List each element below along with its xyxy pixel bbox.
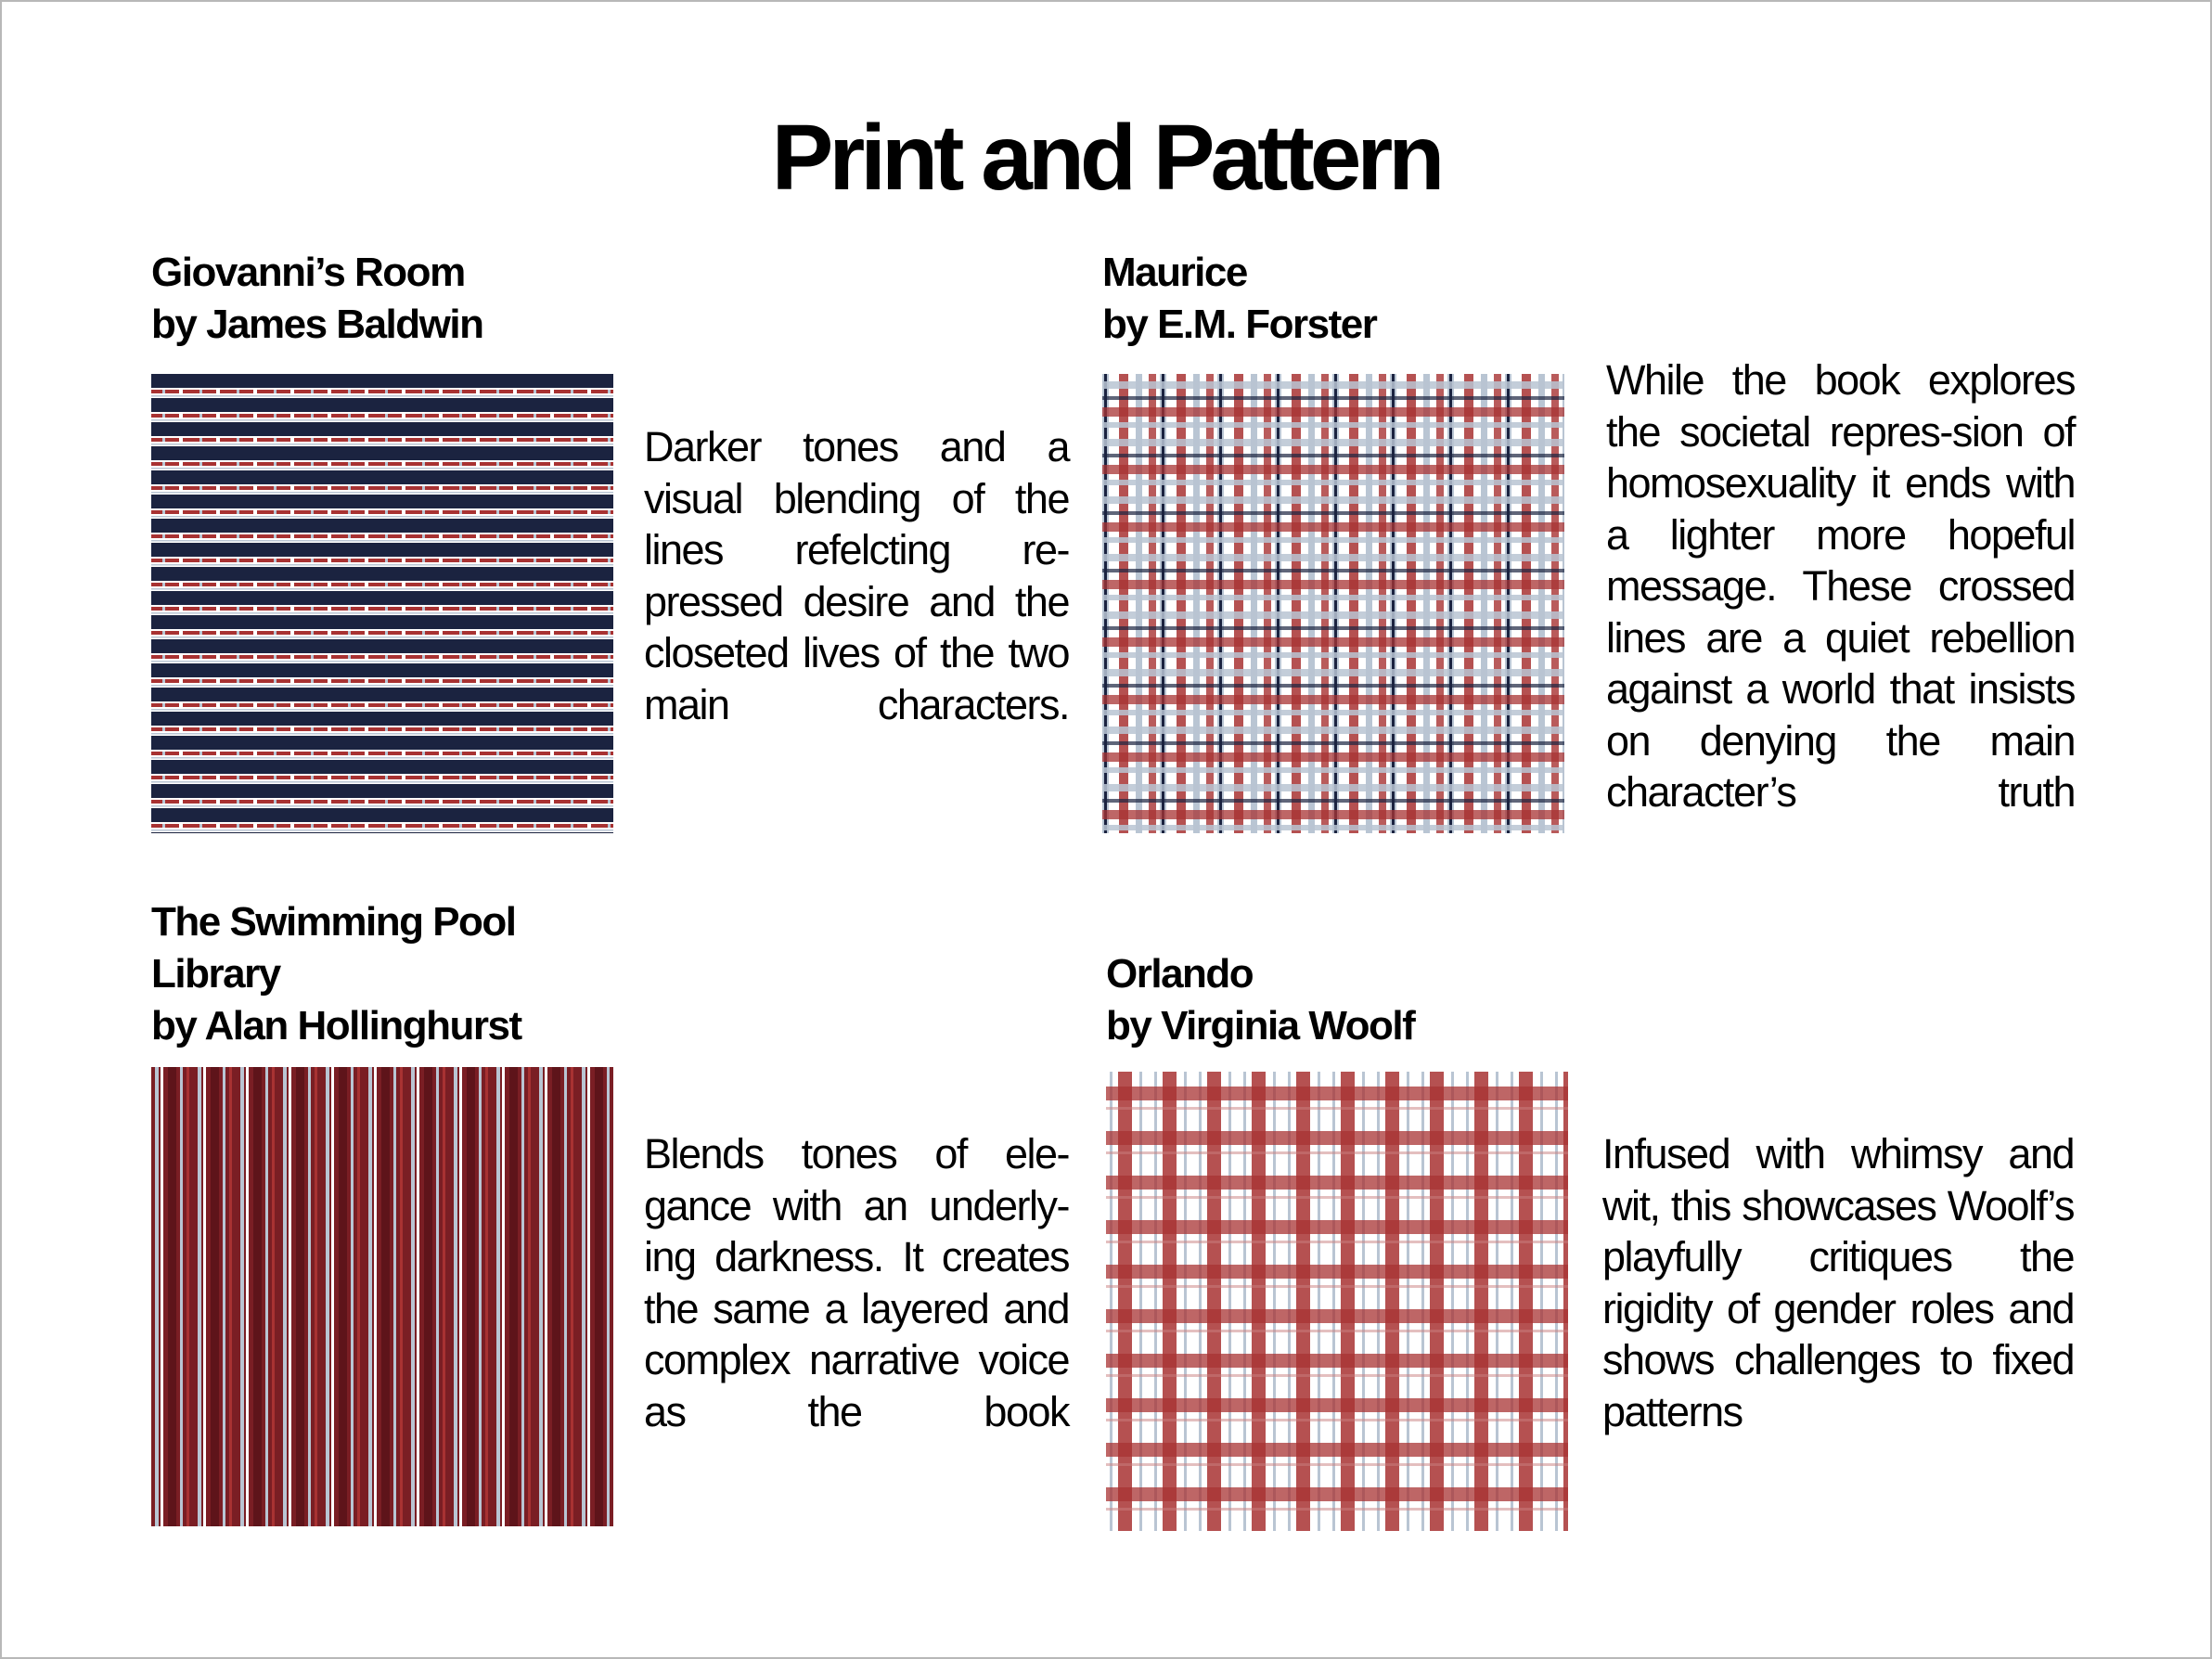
- book-author: by E.M. Forster: [1102, 302, 1377, 347]
- pattern-gingham: [1106, 1072, 1568, 1531]
- book-title-giovannis-room: [151, 247, 482, 351]
- book-author: by Virginia Woolf: [1106, 1003, 1415, 1048]
- book-title-orlando: [1106, 948, 1414, 1052]
- pattern-horizontal-stripes: [151, 374, 613, 833]
- book-title-maurice: [1102, 247, 1376, 351]
- pattern-vertical-stripes: [151, 1067, 613, 1526]
- book-author: by Alan Hollinghurst: [151, 1003, 521, 1048]
- pattern-plaid: [1102, 374, 1564, 833]
- book-description-orlando: Infused with whimsy and wit, this showcases Woolf’s playfully critiques the rigidity of gender roles and shows challenges to fixed patterns: [1602, 1130, 2074, 1435]
- book-description-swimming-pool-library: Blends tones of ele-gance with an underly-ing darkness. It creates the same a layered and complex narrative voice as the book: [644, 1130, 1069, 1435]
- book-description-maurice: While the book explores the societal repres-sion of homosexuality it ends with a lighter more hopeful message. These crossed lines are a quiet rebellion against a world that insists on denying the main character’s truth: [1606, 356, 2075, 816]
- book-author: by James Baldwin: [151, 302, 483, 347]
- book-description-giovannis-room: Darker tones and a visual blending of the lines refelcting re-pressed desire and the closeted lives of the two main characters.: [644, 423, 1069, 728]
- book-title: Orlando: [1106, 951, 1254, 997]
- book-title: Giovanni’s Room: [151, 250, 465, 295]
- book-title-swimming-pool-library: [151, 896, 521, 1052]
- page-title: Print and Pattern: [771, 106, 1441, 210]
- book-title-line-1: The Swimming Pool: [151, 899, 516, 945]
- book-title: Maurice: [1102, 250, 1247, 295]
- book-title-line-2: Library: [151, 951, 280, 997]
